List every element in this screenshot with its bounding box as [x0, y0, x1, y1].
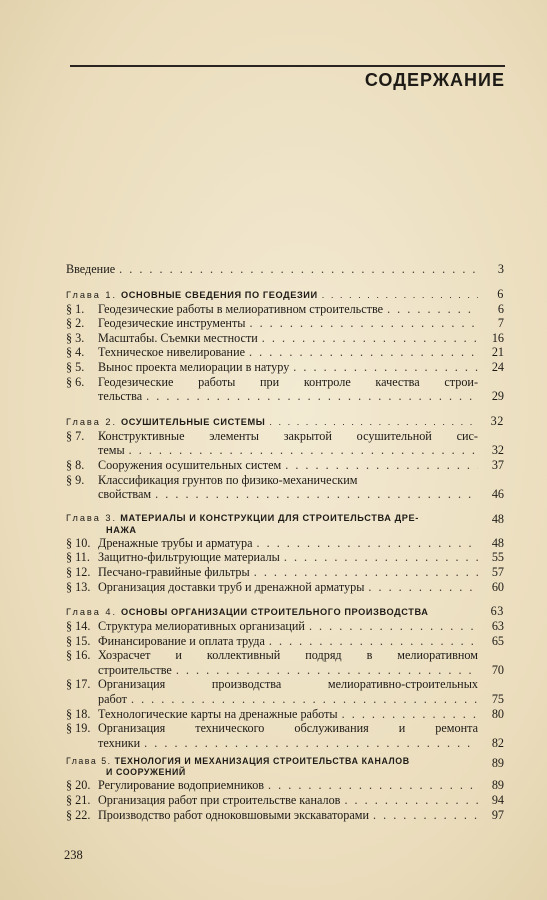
entry-page: 6 — [497, 286, 504, 301]
leader-dots — [249, 316, 478, 331]
toc-entry-s21 — [66, 793, 504, 808]
leader-dots — [387, 302, 478, 317]
chapter-label: Глава 4. — [66, 607, 118, 618]
entry-text-line1: Геодезические работы при контроле качества строи- — [98, 374, 478, 389]
table-of-contents — [66, 262, 504, 822]
entry-text-line1: Организация технического обслуживания и ремонта — [98, 721, 478, 736]
entry-page: 94 — [491, 793, 504, 808]
chapter-title-line1: МАТЕРИАЛЫ И КОНСТРУКЦИИ ДЛЯ СТРОИТЕЛЬСТВА ДРЕ- — [120, 512, 419, 523]
entry-page: 82 — [491, 735, 504, 750]
chapter-heading-2 — [66, 414, 504, 429]
entry-text: Финансирование и оплата труда — [98, 633, 265, 648]
entry-page: 37 — [491, 457, 504, 472]
page-number: 238 — [64, 848, 83, 862]
chapter-heading-4 — [66, 604, 504, 619]
leader-dots — [322, 288, 478, 302]
toc-entry-s20 — [66, 778, 504, 793]
toc-entry-s18 — [66, 707, 504, 722]
chapter-label: Глава 1. — [66, 289, 118, 300]
section-number: § 6. — [66, 374, 85, 389]
section-number: § 8. — [66, 457, 85, 472]
leader-dots — [249, 345, 478, 360]
entry-text: Производство работ одноковшовыми экскаваторами — [98, 807, 369, 822]
toc-entry-s9 — [66, 473, 504, 488]
toc-entry-s11 — [66, 550, 504, 565]
entry-page: 48 — [491, 535, 504, 550]
entry-page: 89 — [491, 756, 504, 771]
entry-page: 24 — [491, 359, 504, 374]
entry-text-line1: Классификация грунтов по физико-механическим — [98, 472, 358, 487]
toc-entry-s14 — [66, 619, 504, 634]
entry-text: Защитно-фильтрующие материалы — [98, 550, 280, 565]
entry-text-line1: Организация производства мелиоративно-строительных — [98, 677, 478, 692]
entry-page: 63 — [491, 619, 504, 634]
entry-text-line2: работ — [98, 692, 127, 707]
toc-entry-s22 — [66, 808, 504, 823]
entry-text: Регулирование водоприемников — [98, 778, 265, 793]
toc-entry-s17-cont — [66, 692, 504, 707]
leader-dots — [284, 550, 478, 565]
entry-page: 3 — [497, 262, 504, 276]
section-number: § 10. — [66, 535, 91, 550]
leader-dots — [285, 458, 478, 473]
entry-page: 97 — [491, 807, 504, 822]
toc-entry-s6-cont — [66, 389, 504, 404]
chapter-title-line1: ТЕХНОЛОГИЯ И МЕХАНИЗАЦИЯ СТРОИТЕЛЬСТВА КАНАЛОВ — [114, 756, 410, 767]
section-number: § 5. — [66, 359, 85, 374]
toc-entry-s19-cont — [66, 736, 504, 751]
entry-page: 32 — [490, 413, 504, 428]
leader-dots — [293, 360, 478, 375]
leader-dots — [257, 536, 479, 551]
toc-entry-s6 — [66, 375, 504, 390]
chapter-heading-3 — [66, 512, 504, 536]
entry-page: 7 — [497, 316, 504, 331]
leader-dots — [129, 443, 478, 458]
toc-entry-s3 — [66, 331, 504, 346]
entry-text-line2: техники — [98, 735, 141, 750]
entry-page: 57 — [491, 564, 504, 579]
entry-text: Сооружения осушительных систем — [98, 457, 282, 472]
entry-text-line2: темы — [98, 443, 125, 458]
leader-dots — [269, 634, 478, 649]
toc-entry-s16-cont — [66, 663, 504, 678]
section-number: § 17. — [66, 677, 91, 692]
entry-text: Геодезические работы в мелиоративном строительстве — [98, 301, 384, 316]
entry-text: Вынос проекта мелиорации в натуру — [98, 359, 290, 374]
entry-text-line2: тельства — [98, 389, 143, 404]
entry-page: 89 — [491, 778, 504, 793]
leader-dots — [155, 487, 478, 502]
toc-entry-s19 — [66, 721, 504, 736]
entry-text-line1: Хозрасчет и коллективный подряд в мелиоративном — [98, 648, 478, 663]
section-number: § 14. — [66, 619, 91, 634]
chapter-heading-5 — [66, 756, 504, 778]
section-number: § 3. — [66, 330, 85, 345]
entry-text-line2: строительстве — [98, 662, 172, 677]
toc-entry-s10 — [66, 536, 504, 551]
toc-entry-s5 — [66, 360, 504, 375]
toc-entry-s7-cont — [66, 443, 504, 458]
leader-dots — [176, 663, 478, 678]
toc-entry-s16 — [66, 648, 504, 663]
leader-dots — [146, 389, 478, 404]
entry-text: Техническое нивелирование — [98, 345, 246, 360]
section-number: § 2. — [66, 316, 85, 331]
chapter-heading-1 — [66, 287, 504, 302]
section-number: § 15. — [66, 633, 91, 648]
section-number: § 13. — [66, 579, 91, 594]
entry-page: 80 — [491, 706, 504, 721]
entry-text-line1: Конструктивные элементы закрытой осушительной сис- — [98, 428, 478, 443]
entry-text: Геодезические инструменты — [98, 316, 246, 331]
toc-entry-intro — [66, 262, 504, 277]
toc-entry-s8 — [66, 458, 504, 473]
leader-dots — [131, 692, 478, 707]
entry-page: 48 — [491, 511, 504, 526]
entry-text: Организация работ при строительстве каналов — [98, 793, 341, 808]
section-number: § 12. — [66, 564, 91, 579]
section-number: § 11. — [66, 550, 90, 565]
entry-page: 46 — [491, 487, 504, 502]
leader-dots — [262, 331, 478, 346]
leader-dots — [268, 778, 478, 793]
chapter-title: ОСУШИТЕЛЬНЫЕ СИСТЕМЫ — [121, 416, 266, 427]
section-number: § 22. — [66, 807, 91, 822]
section-number: § 7. — [66, 428, 85, 443]
section-number: § 4. — [66, 345, 85, 360]
toc-entry-s9-cont — [66, 487, 504, 502]
entry-page: 75 — [491, 692, 504, 707]
chapter-title: ОСНОВНЫЕ СВЕДЕНИЯ ПО ГЕОДЕЗИИ — [121, 289, 318, 300]
toc-entry-s2 — [66, 316, 504, 331]
entry-page: 63 — [490, 604, 504, 619]
entry-text: Организация доставки труб и дренажной арматуры — [98, 579, 365, 594]
entry-text-line2: свойствам — [98, 487, 152, 502]
toc-entry-s15 — [66, 634, 504, 649]
toc-entry-s4 — [66, 345, 504, 360]
section-number: § 18. — [66, 706, 91, 721]
entry-page: 29 — [491, 389, 504, 404]
entry-text: Дренажные трубы и арматура — [98, 535, 253, 550]
entry-page: 16 — [491, 330, 504, 345]
toc-entry-s7 — [66, 429, 504, 444]
chapter-label: Глава 5. — [66, 756, 112, 767]
entry-text: Структура мелиоративных организаций — [98, 619, 305, 634]
entry-text: Введение — [66, 262, 116, 276]
toc-entry-s13 — [66, 580, 504, 595]
chapter-title-line2: НАЖА — [106, 524, 137, 535]
section-number: § 1. — [66, 301, 85, 316]
entry-page: 32 — [491, 443, 504, 458]
leader-dots — [344, 793, 478, 808]
toc-entry-s17 — [66, 677, 504, 692]
entry-page: 55 — [491, 550, 504, 565]
entry-page: 60 — [491, 579, 504, 594]
entry-page: 6 — [497, 301, 504, 316]
page-title: СОДЕРЖАНИЕ — [364, 70, 505, 90]
entry-text: Технологические карты на дренажные работы — [98, 706, 338, 721]
chapter-label: Глава 3. — [66, 512, 118, 523]
entry-page: 21 — [491, 345, 504, 360]
section-number: § 9. — [66, 472, 85, 487]
section-number: § 19. — [66, 721, 91, 736]
section-number: § 20. — [66, 778, 91, 793]
chapter-title-line2: И СООРУЖЕНИЙ — [106, 767, 186, 778]
leader-dots — [269, 415, 478, 429]
chapter-title: ОСНОВЫ ОРГАНИЗАЦИИ СТРОИТЕЛЬНОГО ПРОИЗВОДСТВА — [121, 607, 429, 618]
leader-dots — [254, 565, 478, 580]
chapter-label: Глава 2. — [66, 416, 118, 427]
section-number: § 16. — [66, 648, 91, 663]
entry-text: Масштабы. Съемки местности — [98, 330, 258, 345]
entry-text: Песчано-гравийные фильтры — [98, 564, 250, 579]
leader-dots — [342, 707, 478, 722]
leader-dots — [119, 262, 478, 277]
top-rule — [70, 65, 505, 67]
leader-dots — [144, 736, 478, 751]
toc-entry-s12 — [66, 565, 504, 580]
entry-page: 65 — [491, 633, 504, 648]
leader-dots — [368, 580, 478, 595]
toc-entry-s1 — [66, 302, 504, 317]
section-number: § 21. — [66, 793, 91, 808]
leader-dots — [309, 619, 478, 634]
leader-dots — [373, 808, 478, 823]
entry-page: 70 — [491, 662, 504, 677]
